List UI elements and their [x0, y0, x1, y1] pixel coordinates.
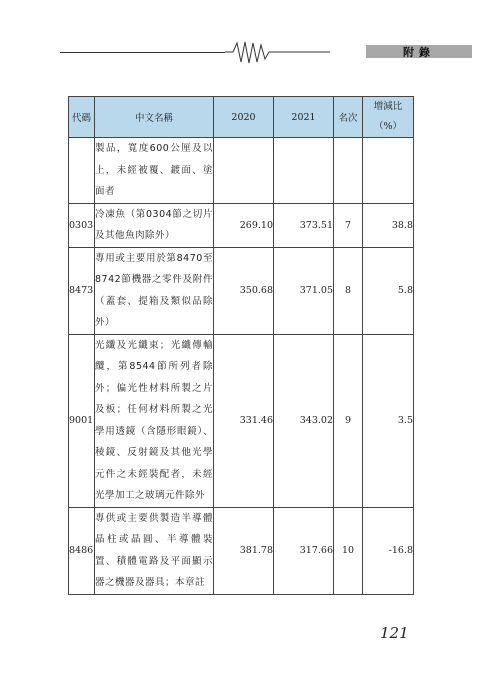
trade-table	[68, 96, 414, 595]
page-header	[60, 36, 435, 66]
cell-code	[69, 138, 95, 204]
col-header-change-line2: （%）	[373, 121, 403, 132]
cell-2021: 373.51	[274, 203, 334, 247]
cell-change: 3.5	[363, 334, 414, 507]
cell-2020	[214, 138, 274, 204]
table-row	[69, 247, 414, 334]
cell-change: 38.8	[363, 203, 414, 247]
cell-2020: 269.10	[214, 203, 274, 247]
table-row	[69, 334, 414, 507]
col-header-rank: 名次	[334, 97, 363, 138]
cell-name: 冷凍魚（第0304節之切片及其他魚肉除外）	[95, 203, 214, 247]
col-header-2021: 2021	[274, 97, 334, 138]
table-row	[69, 507, 414, 594]
cell-2021	[274, 138, 334, 204]
cell-code: 8486	[69, 507, 95, 594]
cell-2021: 317.66	[274, 507, 334, 594]
cell-rank: 7	[334, 203, 363, 247]
cell-change	[363, 138, 414, 204]
table-header-row	[69, 97, 414, 138]
col-header-change	[363, 97, 414, 138]
col-header-name: 中文名稱	[95, 97, 214, 138]
cell-rank: 9	[334, 334, 363, 507]
cell-rank: 8	[334, 247, 363, 334]
cell-2020: 331.46	[214, 334, 274, 507]
cell-name: 光纖及光纖束；光纖傳輸纜，第8544節所列者除外；偏光性材料所製之片及板；任何材料所製之光學用透鏡（含隱形眼鏡）、稜鏡、反射鏡及其他光學元件之未經裝配者，未經光學加工之玻璃元件除外	[95, 334, 214, 507]
cell-code: 8473	[69, 247, 95, 334]
section-tag: 附錄	[366, 45, 472, 58]
table-row	[69, 138, 414, 204]
cell-2020: 381.78	[214, 507, 274, 594]
cell-2021: 371.05	[274, 247, 334, 334]
col-header-code: 代碼	[69, 97, 95, 138]
cell-name: 製品，寬度600公厘及以上，未經被覆、鍍面、塗面者	[95, 138, 214, 204]
col-header-2020: 2020	[214, 97, 274, 138]
heartbeat-wave-icon	[225, 40, 330, 66]
cell-2021: 343.02	[274, 334, 334, 507]
header-rule-left	[60, 52, 225, 53]
cell-2020: 350.68	[214, 247, 274, 334]
cell-rank	[334, 138, 363, 204]
table-row	[69, 203, 414, 247]
cell-code: 9001	[69, 334, 95, 507]
cell-change: 5.8	[363, 247, 414, 334]
cell-code: 0303	[69, 203, 95, 247]
page-number: 121	[380, 624, 409, 642]
cell-name: 專用或主要用於第8470至8742節機器之零件及附件（蓋套、提箱及類似品除外）	[95, 247, 214, 334]
cell-rank: 10	[334, 507, 363, 594]
col-header-change-line1: 增減比	[373, 101, 403, 112]
cell-change: -16.8	[363, 507, 414, 594]
cell-name: 專供或主要供製造半導體晶柱或晶圓、半導體裝置、積體電路及平面顯示器之機器及器具；本章註	[95, 507, 214, 594]
